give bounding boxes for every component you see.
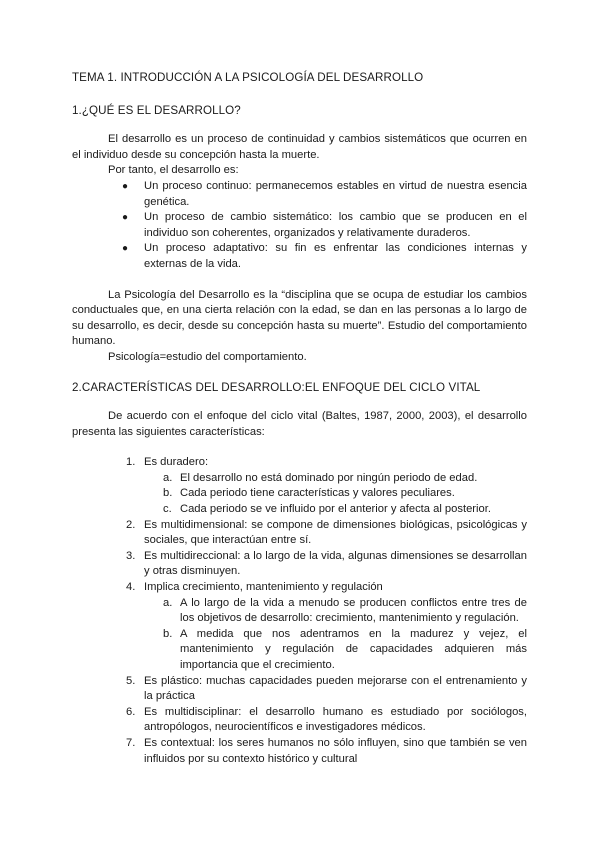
list-item: 5. Es plástico: muchas capacidades pueden mejorarse con el entrenamiento y la práctica <box>126 674 527 703</box>
bullet-icon: ● <box>122 212 129 224</box>
list-item: b. A medida que nos adentramos en la madurez y vejez, el mantenimiento y regulación de capacidades adquieren más importancia que el crecimiento. <box>163 627 527 671</box>
list-item: a. A lo largo de la vida a menudo se producen conflictos entre tres de los objetivos de desarrollo: crecimiento, mantenimiento y regulación. <box>163 596 527 625</box>
document-page <box>72 70 527 767</box>
list-item: 4. Implica crecimiento, mantenimiento y regulación a. A lo largo de la vida a menudo se producen conflictos entre tres de los objetivos de desarrollo: crecimiento, mantenimiento y regulación. b. A medida que nos adentramos en la madurez y vejez, el mantenimiento y regulación de capacidades adquieren más importancia que el crecimiento. <box>144 580 527 674</box>
list-item: ● Un proceso de cambio sistemático: los cambio que se producen en el individuo son coherentes, organizados y relativamente duraderos. <box>122 211 527 239</box>
list-item: ● Un proceso adaptativo: su fin es enfrentar las condiciones internas y externas de la vida. <box>122 242 527 270</box>
paragraph: La Psicología del Desarrollo es la “disciplina que se ocupa de estudiar los cambios conductuales que, en una cierta relación con la edad, se dan en las personas a lo largo de su desarrollo, es decir, desde su concepción hasta su muerte”. Estudio del comportamiento humano. <box>72 288 527 348</box>
paragraph: De acuerdo con el enfoque del ciclo vital (Baltes, 1987, 2000, 2003), el desarrollo presenta las siguientes características: <box>72 410 527 438</box>
paragraph: El desarrollo es un proceso de continuidad y cambios sistemáticos que ocurren en el individuo desde su concepción hasta la muerte. <box>72 133 527 161</box>
list-item: ● Un proceso continuo: permanecemos estables en virtud de nuestra esencia genética. <box>122 179 527 208</box>
lettered-list <box>144 471 527 518</box>
list-item: c. Cada periodo se ve influido por el anterior y afecta al posterior. <box>163 503 491 516</box>
list-item: 3. Es multidireccional: a lo largo de la vida, algunas dimensiones se desarrollan y otras disminuyen. <box>126 549 527 578</box>
document-title: TEMA 1. INTRODUCCIÓN A LA PSICOLOGÍA DEL DESARROLLO <box>72 71 424 84</box>
bullet-icon: ● <box>122 243 129 255</box>
section-2-heading: 2.CARACTERÍSTICAS DEL DESARROLLO:EL ENFOQUE DEL CICLO VITAL <box>72 380 481 394</box>
list-item: 1. Es duradero: a. El desarrollo no está dominado por ningún periodo de edad. b. Cada periodo tiene características y valores peculiares. c. Cada periodo se ve influido por el anterior y afecta al posterior. <box>144 455 527 517</box>
list-item: 6. Es multidisciplinar: el desarrollo humano es estudiado por sociólogos, antropólogos, neurocientíficos e investigadores médicos. <box>126 705 527 734</box>
list-item: b. Cada periodo tiene características y valores peculiares. <box>163 487 455 500</box>
list-item: 2. Es multidimensional: se compone de dimensiones biológicas, psicológicas y sociales, que interactúan entre sí. <box>126 518 527 547</box>
paragraph: Por tanto, el desarrollo es: <box>108 164 239 177</box>
section-1-heading: 1.¿QUÉ ES EL DESARROLLO? <box>72 103 241 117</box>
bullet-list <box>72 179 527 273</box>
bullet-icon: ● <box>122 180 129 192</box>
list-item: 7. Es contextual: los seres humanos no sólo influyen, sino que también se ven influidos por su contexto histórico y cultural <box>126 736 527 765</box>
paragraph: Psicología=estudio del comportamiento. <box>108 350 307 363</box>
lettered-list <box>144 596 527 674</box>
list-item: a. El desarrollo no está dominado por ningún periodo de edad. <box>163 471 478 484</box>
numbered-list <box>72 455 527 767</box>
